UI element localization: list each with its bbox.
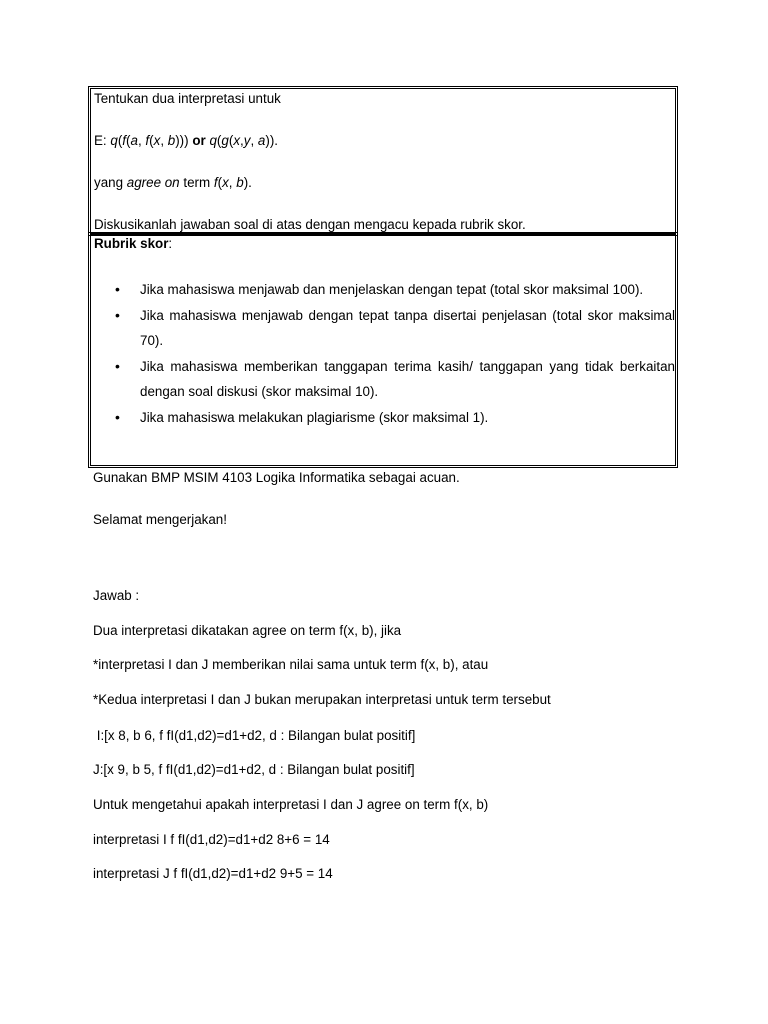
rubric-item: • Jika mahasiswa menjawab dengan tepat tanpa disertai penjelasan (total skor maksimal 70). xyxy=(115,303,675,354)
bullet-icon: • xyxy=(115,408,120,425)
question-discussion-instruction: Diskusikanlah jawaban soal di atas dengan mengacu kepada rubrik skor. xyxy=(94,217,526,232)
question-expression: E: q(f(a, f(x, b))) or q(g(x,y, a)). xyxy=(94,133,278,148)
answer-line: J:[x 9, b 5, f fI(d1,d2)=d1+d2, d : Bilangan bulat positif] xyxy=(93,762,415,777)
answer-line: Untuk mengetahui apakah interpretasi I dan J agree on term f(x, b) xyxy=(93,797,489,812)
answer-line: Dua interpretasi dikatakan agree on term f(x, b), jika xyxy=(93,623,402,638)
bullet-icon: • xyxy=(115,306,120,323)
answer-line: interpretasi I f fI(d1,d2)=d1+d2 8+6 = 14 xyxy=(93,832,330,847)
rubric-item: • Jika mahasiswa menjawab dan menjelaskan dengan tepat (total skor maksimal 100). xyxy=(115,277,675,303)
greeting: Selamat mengerjakan! xyxy=(93,512,227,527)
bullet-icon: • xyxy=(115,281,120,297)
question-intro: Tentukan dua interpretasi untuk xyxy=(94,91,281,106)
reference-note: Gunakan BMP MSIM 4103 Logika Informatika sebagai acuan. xyxy=(93,470,460,485)
rubric-item: • Jika mahasiswa melakukan plagiarisme (skor maksimal 1). xyxy=(115,405,675,431)
question-box xyxy=(90,88,676,234)
rubric-title: Rubrik skor: xyxy=(94,236,173,251)
answer-line: *Kedua interpretasi I dan J bukan merupakan interpretasi untuk term tersebut xyxy=(93,692,551,707)
answer-line: interpretasi J f fI(d1,d2)=d1+d2 9+5 = 14 xyxy=(93,866,333,881)
rubric-list xyxy=(115,277,675,430)
question-agree-term: yang agree on term f(x, b). xyxy=(94,175,252,190)
answer-line: *interpretasi I dan J memberikan nilai sama untuk term f(x, b), atau xyxy=(93,657,489,672)
answer-heading: Jawab : xyxy=(93,588,140,603)
answer-line: I:[x 8, b 6, f fI(d1,d2)=d1+d2, d : Bilangan bulat positif] xyxy=(93,728,416,743)
rubric-item: • Jika mahasiswa memberikan tanggapan terima kasih/ tanggapan yang tidak berkaitan dengan soal diskusi (skor maksimal 10). xyxy=(115,354,675,405)
bullet-icon: • xyxy=(115,357,120,374)
rubric-box xyxy=(90,234,676,466)
